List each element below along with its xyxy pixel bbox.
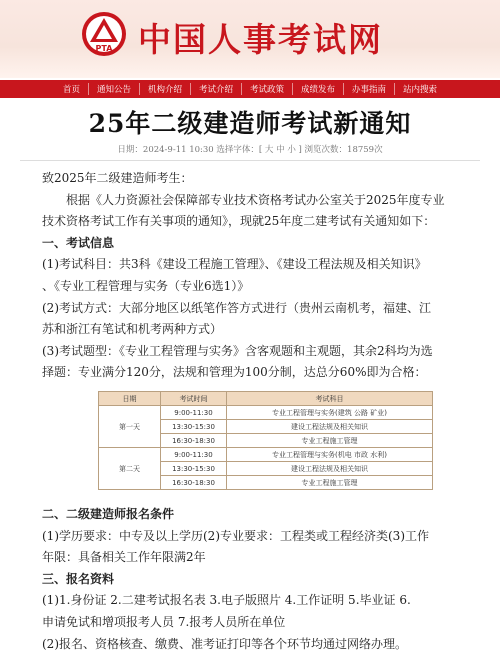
paragraph-line: (2)报名、资格核查、缴费、准考证打印等各个环节均通过网络办理。 bbox=[42, 636, 408, 651]
table-header: 考试科目 bbox=[227, 392, 433, 406]
section-heading: 二、二级建造师报名条件 bbox=[42, 507, 175, 521]
paragraph-line: 、《专业工程管理与实务（专业6选1）》 bbox=[42, 278, 250, 293]
nav-policy[interactable]: 考试政策 bbox=[242, 83, 293, 95]
nav-search[interactable]: 站内搜索 bbox=[403, 85, 438, 95]
svg-text:PTA: PTA bbox=[95, 44, 113, 53]
nav-guide[interactable]: 办事指南 bbox=[344, 83, 395, 95]
table-header: 考试时间 bbox=[161, 392, 227, 406]
table-header: 日期 bbox=[99, 392, 161, 406]
time-cell: 16:30-18:30 bbox=[161, 434, 227, 448]
time-cell: 9:00-11:30 bbox=[161, 406, 227, 420]
paragraph-line: 苏和浙江有笔试和机考两种方式） bbox=[42, 322, 223, 337]
article-body-continued bbox=[42, 504, 472, 654]
nav-exams[interactable]: 考试介绍 bbox=[191, 83, 242, 95]
paragraph-line: 择题：专业满分120分，法规和管理为100分制，达总分60%即为合格： bbox=[42, 365, 427, 380]
subject-cell: 专业工程管理与实务(建筑 公路 矿业) bbox=[227, 406, 433, 420]
time-cell: 9:00-11:30 bbox=[161, 448, 227, 462]
paragraph-line: (1)学历要求：中专及以上学历(2)专业要求：工程类或工程经济类(3)工作 bbox=[42, 528, 429, 543]
main-nav bbox=[0, 80, 500, 98]
time-cell: 16:30-18:30 bbox=[161, 476, 227, 490]
subject-cell: 建设工程法规及相关知识 bbox=[227, 420, 433, 434]
section-heading: 一、考试信息 bbox=[42, 235, 115, 250]
nav-home[interactable]: 首页 bbox=[55, 83, 89, 95]
time-cell: 13:30-15:30 bbox=[161, 462, 227, 476]
paragraph-line: 根据《人力资源社会保障部专业技术资格考试办公室关于2025年度专业 bbox=[66, 192, 445, 207]
nav-about[interactable]: 机构介绍 bbox=[140, 83, 191, 95]
subject-cell: 专业工程施工管理 bbox=[227, 476, 433, 490]
paragraph-line: 技术资格考试工作有关事项的通知》，现就25年度二建考试有关通知如下： bbox=[42, 214, 436, 229]
subject-cell: 专业工程施工管理 bbox=[227, 434, 433, 448]
article-title: 25年二级建造师考试新通知 bbox=[88, 109, 412, 138]
paragraph-line: (2)考试方式：大部分地区以纸笔作答方式进行（贵州云南机考，福建、江 bbox=[42, 300, 432, 315]
nav-results[interactable]: 成绩发布 bbox=[293, 83, 344, 95]
day-cell: 第一天 bbox=[99, 406, 161, 448]
pta-logo-icon bbox=[80, 10, 128, 64]
subject-cell: 建设工程法规及相关知识 bbox=[227, 462, 433, 476]
day-cell: 第二天 bbox=[99, 448, 161, 490]
salutation: 致2025年二级建造师考生： bbox=[42, 171, 193, 185]
section-heading: 三、报名资料 bbox=[42, 571, 115, 586]
table-row bbox=[99, 406, 433, 420]
time-cell: 13:30-15:30 bbox=[161, 420, 227, 434]
paragraph-line: 年限：具备相关工作年限满2年 bbox=[42, 550, 206, 565]
paragraph-line: (1)1.身份证 2.二建考试报名表 3.电子版照片 4.工作证明 5.毕业证 6. bbox=[42, 593, 411, 608]
divider bbox=[20, 160, 480, 161]
paragraph-line: (1)考试科目：共3科《建设工程施工管理》、《建设工程法规及相关知识》 bbox=[42, 257, 427, 272]
paragraph-line: 申请免试和增项报考人员 7.报考人员所在单位 bbox=[42, 614, 286, 629]
article-meta: 日期：2024-9-11 10:30 选择字体：[ 大 中 小 ] 浏览次数：18759次 bbox=[117, 145, 383, 155]
site-title: 中国人事考试网 bbox=[138, 20, 383, 59]
subject-cell: 专业工程管理与实务(机电 市政 水利) bbox=[227, 448, 433, 462]
site-header bbox=[0, 0, 500, 78]
article-body bbox=[42, 168, 472, 384]
paragraph-line: (3)考试题型：《专业工程管理与实务》含客观题和主观题，其余2科均为选 bbox=[42, 343, 433, 358]
exam-schedule-table bbox=[98, 391, 433, 490]
nav-notices[interactable]: 通知公告 bbox=[89, 83, 140, 95]
table-row bbox=[99, 448, 433, 462]
